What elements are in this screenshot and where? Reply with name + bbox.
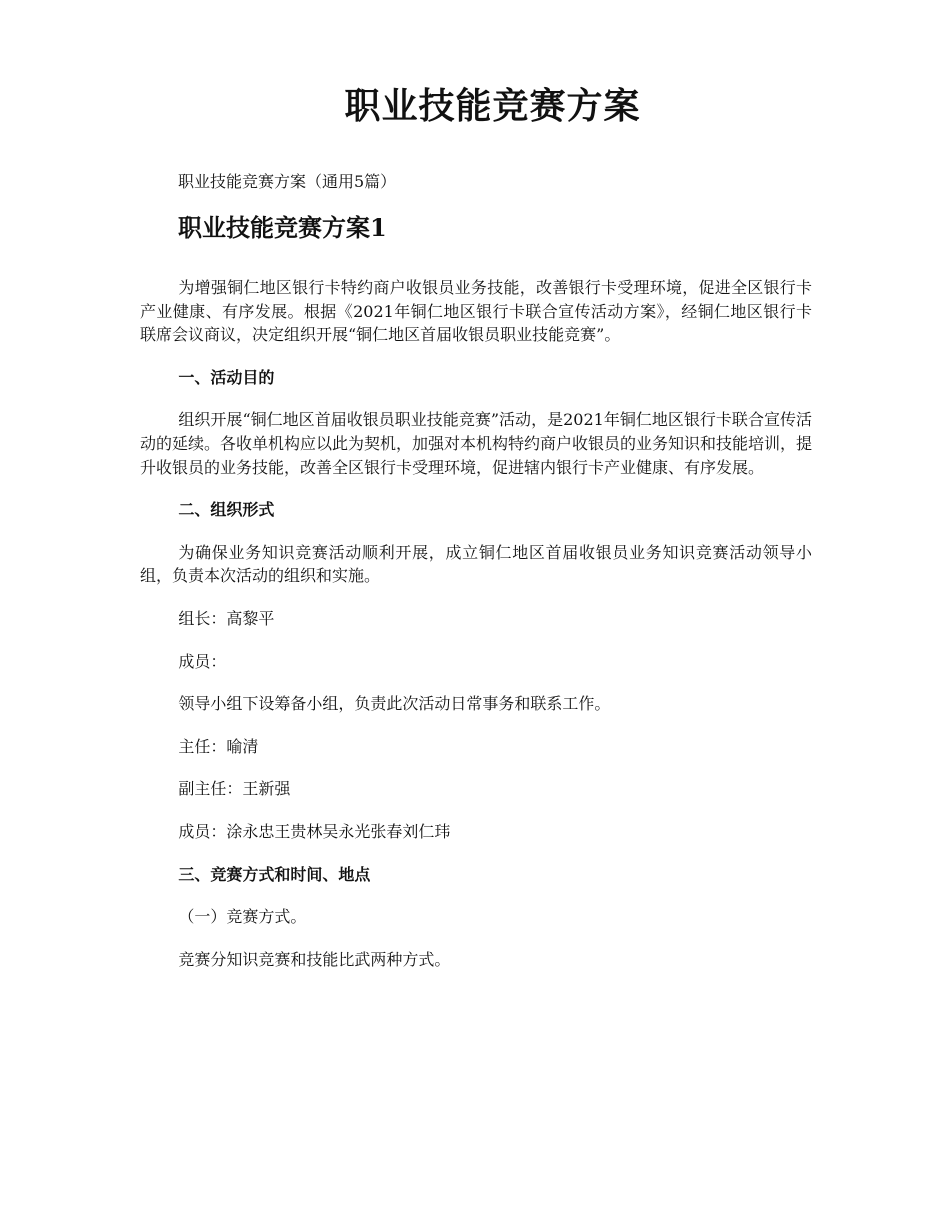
line-director: 主任：喻清 xyxy=(178,736,259,756)
document-body xyxy=(140,276,812,990)
line-group-members: 成员：涂永忠王贵林吴永光张春刘仁玮 xyxy=(178,821,451,841)
line-deputy-director: 副主任：王新强 xyxy=(178,779,291,799)
section-heading: 职业技能竞赛方案1 xyxy=(178,213,387,242)
line-preparatory-group: 领导小组下设筹备小组，负责此次活动日常事务和联系工作。 xyxy=(178,694,611,714)
line-team-leader: 组长：高黎平 xyxy=(178,608,275,628)
heading-activity-purpose: 一、活动目的 xyxy=(178,367,275,387)
line-competition-method-sub: （一）竞赛方式。 xyxy=(178,907,307,927)
line-competition-types: 竞赛分知识竞赛和技能比武两种方式。 xyxy=(178,949,451,969)
heading-competition-method: 三、竞赛方式和时间、地点 xyxy=(178,864,371,884)
purpose-paragraph: 组织开展“铜仁地区首届收银员职业技能竞赛”活动，是2021年铜仁地区银行卡联合宣传活动的延续。各收单机构应以此为契机，加强对本机构特约商户收银员的业务知识和技能培训，提升收银员的业务技能，改善全区银行卡受理环境，促进辖内银行卡产业健康、有序发展。 xyxy=(140,410,813,477)
line-members: 成员： xyxy=(178,651,227,671)
intro-paragraph: 为增强铜仁地区银行卡特约商户收银员业务技能，改善银行卡受理环境，促进全区银行卡产业健康、有序发展。根据《2021年铜仁地区银行卡联合宣传活动方案》，经铜仁地区银行卡联席会议商议，决定组织开展“铜仁地区首届收银员职业技能竞赛”。 xyxy=(140,278,812,345)
heading-organization-form: 二、组织形式 xyxy=(178,500,275,520)
organization-paragraph: 为确保业务知识竞赛活动顺利开展，成立铜仁地区首届收银员业务知识竞赛活动领导小组，负责本次活动的组织和实施。 xyxy=(140,542,812,586)
document-subtitle: 职业技能竞赛方案（通用5篇） xyxy=(178,172,397,191)
document-title: 职业技能竞赛方案 xyxy=(344,85,641,127)
